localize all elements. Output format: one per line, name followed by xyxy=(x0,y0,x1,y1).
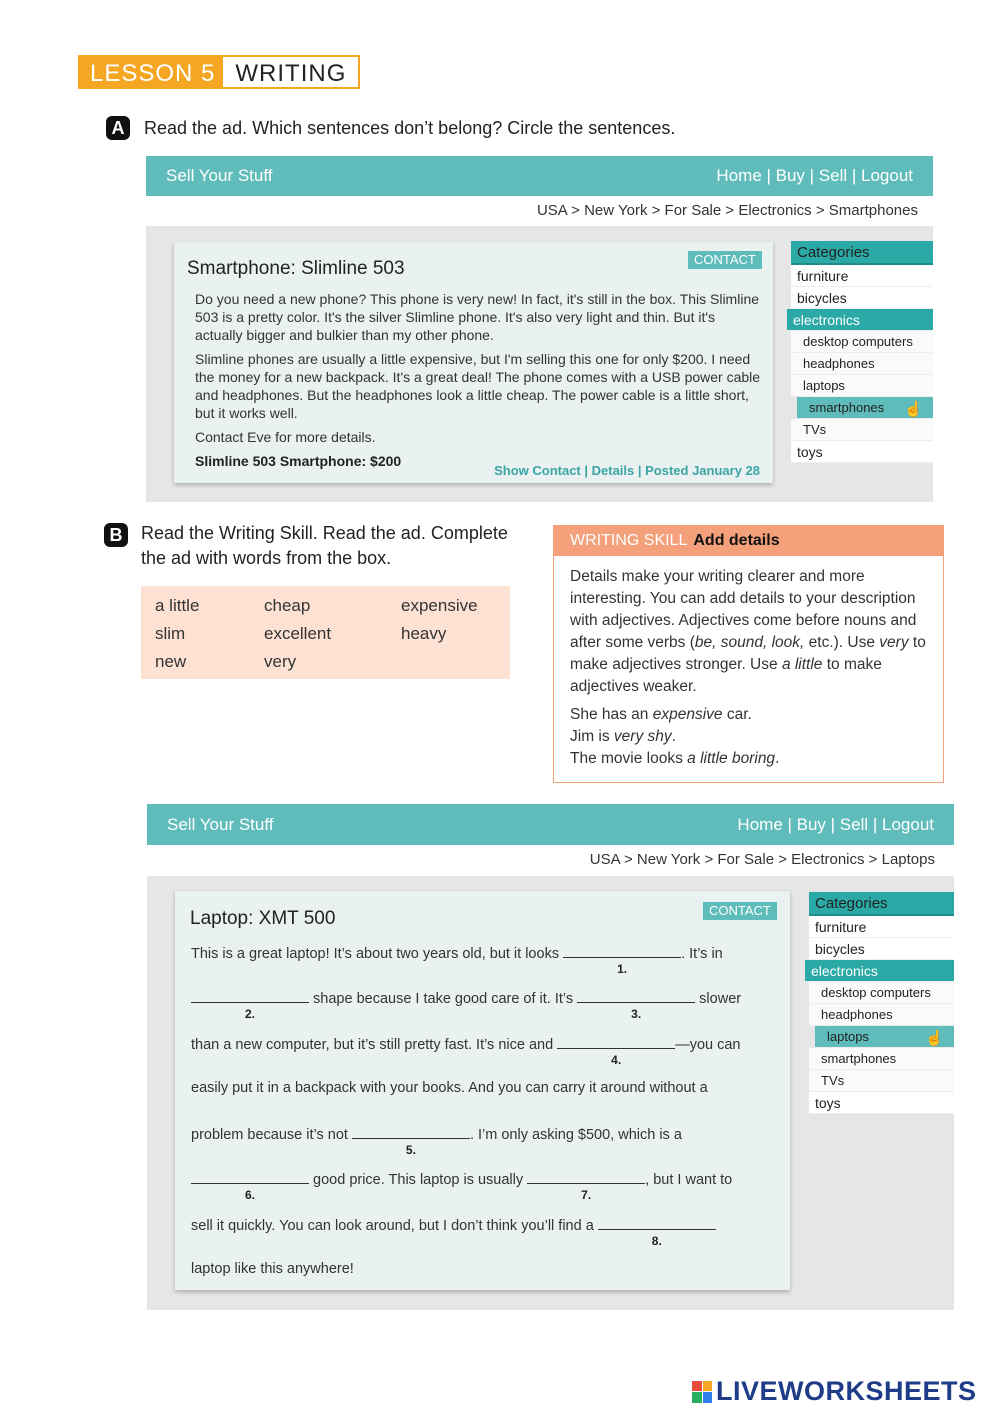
lesson-title: WRITING xyxy=(235,60,347,87)
skill-text-italic: a little xyxy=(781,656,823,673)
section-a-instruction: Read the ad. Which sentences don’t belong? Circle the sentences. xyxy=(144,117,676,138)
ad2-text: than a new computer, but it’s still pretty fast. It’s nice and xyxy=(191,1037,558,1053)
category-smartphones-label: smartphones xyxy=(809,400,885,415)
writing-skill-header xyxy=(554,526,943,556)
section-b-badge: B xyxy=(104,523,128,547)
writing-skill-label: WRITING SKILL xyxy=(570,532,688,549)
ad2-title: Laptop: XMT 500 xyxy=(190,908,336,929)
writing-skill-title: Add details xyxy=(693,532,780,549)
blank-number: 2. xyxy=(244,1007,256,1021)
ad1-site-name[interactable]: Sell Your Stuff xyxy=(166,166,273,185)
ad1-contact-button[interactable]: CONTACT xyxy=(688,251,762,269)
ad2-line-8: laptop like this anywhere! xyxy=(191,1261,354,1277)
skill-text-italic: very xyxy=(879,634,909,651)
ad1-breadcrumb: USA > New York > For Sale > Electronics > Smartphones xyxy=(536,202,918,219)
example-text: . xyxy=(671,728,676,745)
ad1-paragraph-1: Do you need a new phone? This phone is very new! In fact, it's still in the box. This Slimline 503 is a pretty color. It's the silver Slimline phone. It's also very light and thin. But it's actually bigger and bulkier than my other phone. xyxy=(195,291,760,343)
lesson-number: LESSON 5 xyxy=(80,57,223,87)
logo-tile-icon xyxy=(692,1381,712,1403)
blank-6[interactable] xyxy=(191,1170,309,1202)
skill-text: etc.). Use xyxy=(804,634,880,651)
word-item: a little xyxy=(155,596,200,615)
ad2-text: . It’s in xyxy=(681,946,723,962)
writing-skill-explanation xyxy=(570,566,927,698)
blank-4[interactable] xyxy=(557,1035,675,1067)
category-laptops-selected[interactable] xyxy=(815,1026,954,1048)
category-bicycles[interactable]: bicycles xyxy=(791,287,933,309)
example-3 xyxy=(570,748,927,770)
example-2 xyxy=(570,726,927,748)
ad2-contact-button[interactable]: CONTACT xyxy=(703,902,777,920)
section-b-instruction-line-2: the ad with words from the box. xyxy=(141,548,392,568)
example-italic: expensive xyxy=(652,706,723,723)
ad1-categories xyxy=(791,241,933,463)
category-laptops-label: laptops xyxy=(827,1029,869,1044)
blank-7[interactable] xyxy=(527,1170,645,1202)
writing-skill-box xyxy=(553,525,944,783)
category-bicycles[interactable]: bicycles xyxy=(809,938,954,960)
category-headphones[interactable]: headphones xyxy=(809,1004,954,1026)
pointer-hand-icon: ☝ xyxy=(925,1030,944,1047)
ad1-paragraph-2: Slimline phones are usually a little expensive, but I'm selling this one for only $200. I need the money for a new backpack. It's a great deal! The phone comes with a USB power cable and headphones. But the headphones look a little cheap. The power cable is a little short, but it works well. xyxy=(195,351,761,421)
section-b-instruction xyxy=(141,521,508,571)
category-tvs[interactable]: TVs xyxy=(791,419,933,441)
example-text: Jim is xyxy=(570,728,614,745)
category-electronics[interactable]: electronics xyxy=(787,309,933,331)
example-italic: a little boring xyxy=(687,750,776,767)
ad2-line-3 xyxy=(191,1035,741,1067)
ad2-card xyxy=(175,891,790,1290)
section-a-header xyxy=(106,116,675,140)
categories-heading: Categories xyxy=(791,241,933,265)
ad2-breadcrumb: USA > New York > For Sale > Electronics > Laptops xyxy=(589,851,935,868)
blank-number: 6. xyxy=(244,1188,256,1202)
word-item: heavy xyxy=(401,624,447,643)
ad2-topbar xyxy=(147,804,954,845)
blank-8[interactable] xyxy=(598,1216,716,1248)
category-electronics[interactable]: electronics xyxy=(805,960,954,982)
ad2-categories xyxy=(809,892,954,1114)
ad2-line-5 xyxy=(191,1125,682,1157)
blank-number: 8. xyxy=(651,1234,662,1248)
logo-text: LIVEWORKSHEETS xyxy=(716,1376,977,1406)
ad1-card xyxy=(174,242,773,483)
skill-text: to make adjectives stronger. Use xyxy=(570,634,926,673)
category-smartphones[interactable]: smartphones xyxy=(809,1048,954,1070)
example-1 xyxy=(570,704,927,726)
ad2-text: problem because it’s not xyxy=(191,1127,352,1143)
category-desktop-computers[interactable]: desktop computers xyxy=(791,331,933,353)
category-toys[interactable]: toys xyxy=(809,1092,954,1114)
ad2-text: This is a great laptop! It’s about two years old, but it looks xyxy=(191,946,564,962)
ad2-line-7 xyxy=(191,1216,716,1248)
blank-number: 3. xyxy=(631,1007,642,1021)
writing-skill-body xyxy=(554,556,943,780)
ad2-site-name[interactable]: Sell Your Stuff xyxy=(167,814,274,834)
ad2-line-2 xyxy=(191,989,742,1021)
skill-text-italic: be, sound, look, xyxy=(694,634,805,651)
category-smartphones-selected[interactable] xyxy=(797,397,933,419)
blank-number: 1. xyxy=(617,962,628,976)
word-item: cheap xyxy=(264,596,311,615)
ad1-topbar xyxy=(146,156,933,196)
ad2-text: sell it quickly. You can look around, but I don’t think you’ll find a xyxy=(191,1218,598,1234)
ad1-footer-links[interactable]: Show Contact | Details | Posted January 28 xyxy=(494,463,760,478)
example-text: car. xyxy=(722,706,752,723)
blank-5[interactable] xyxy=(352,1125,470,1157)
category-laptops[interactable]: laptops xyxy=(791,375,933,397)
word-item: slim xyxy=(155,624,186,643)
example-text: She has an xyxy=(570,706,653,723)
ad2-text: shape because I take good care of it. It’s xyxy=(309,991,578,1007)
skill-text: Details make your writing clearer and more interesting. You can add details to your description with adjectives. Adjectives come before nouns and after some verbs ( xyxy=(570,568,917,651)
liveworksheets-logo xyxy=(692,1376,977,1407)
ad2-line-1 xyxy=(191,944,723,976)
blank-number: 4. xyxy=(611,1053,622,1067)
example-italic: very shy xyxy=(613,728,672,745)
ad2-text: good price. This laptop is usually xyxy=(309,1172,528,1188)
word-item: expensive xyxy=(401,596,478,615)
ad2-line-4: easily put it in a backpack with your books. And you can carry it around without a xyxy=(191,1080,708,1096)
blank-3[interactable] xyxy=(577,989,695,1021)
example-text: . xyxy=(775,750,780,767)
ad2-text: —you can xyxy=(675,1037,741,1053)
ad2-text: slower xyxy=(695,991,742,1007)
blank-2[interactable] xyxy=(191,989,309,1021)
ad1-nav[interactable]: Home | Buy | Sell | Logout xyxy=(716,166,913,185)
ad1-body xyxy=(195,290,761,476)
category-headphones[interactable]: headphones xyxy=(791,353,933,375)
example-text: The movie looks xyxy=(570,750,688,767)
category-desktop-computers[interactable]: desktop computers xyxy=(809,982,954,1004)
word-item: very xyxy=(264,652,297,671)
ad1-title: Smartphone: Slimline 503 xyxy=(187,258,405,279)
categories-heading: Categories xyxy=(809,892,954,916)
skill-text: to make adjectives weaker. xyxy=(570,656,882,695)
word-item: new xyxy=(155,652,187,671)
category-furniture[interactable]: furniture xyxy=(791,265,933,287)
word-box xyxy=(141,586,510,679)
category-toys[interactable]: toys xyxy=(791,441,933,463)
word-item: excellent xyxy=(264,624,332,643)
section-a-badge: A xyxy=(106,116,130,140)
blank-1[interactable] xyxy=(563,944,681,976)
ad1-price: Slimline 503 Smartphone: $200 xyxy=(195,453,402,469)
blank-number: 7. xyxy=(581,1188,592,1202)
lesson-header xyxy=(78,55,360,89)
writing-skill-examples xyxy=(570,704,927,770)
ad1-paragraph-3: Contact Eve for more details. xyxy=(195,429,376,445)
ad2-text: . I’m only asking $500, which is a xyxy=(469,1127,682,1143)
ad2-text: , but I want to xyxy=(645,1172,733,1188)
ad2-line-6 xyxy=(191,1170,733,1202)
category-furniture[interactable]: furniture xyxy=(809,916,954,938)
category-tvs[interactable]: TVs xyxy=(809,1070,954,1092)
blank-number: 5. xyxy=(405,1143,416,1157)
pointer-hand-icon: ☝ xyxy=(904,401,923,418)
section-b-instruction-line-1: Read the Writing Skill. Read the ad. Complete xyxy=(141,523,508,543)
ad2-nav[interactable]: Home | Buy | Sell | Logout xyxy=(737,814,934,834)
